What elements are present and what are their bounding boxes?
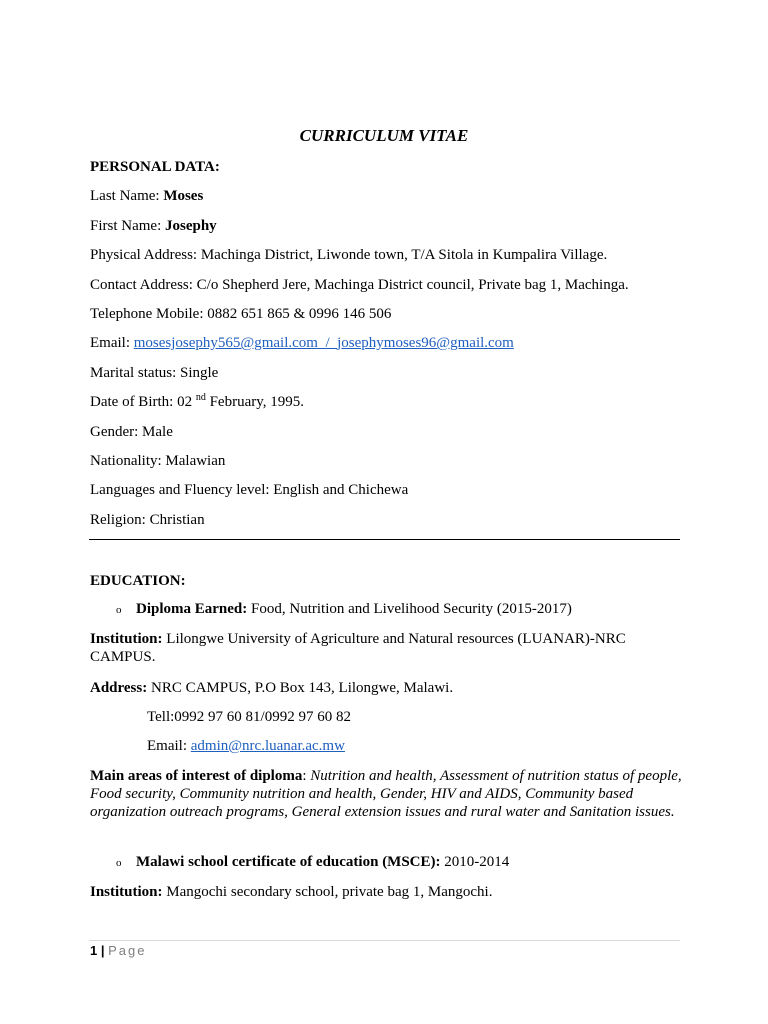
education-heading: EDUCATION: — [90, 573, 186, 589]
bullet-icon: o — [116, 604, 122, 616]
page-number: 1 — [90, 943, 98, 958]
personal-data-heading: PERSONAL DATA: — [90, 159, 220, 175]
last-name-value: Moses — [163, 188, 204, 204]
page-word: Page — [108, 943, 147, 958]
institution-telephone-line: Tell:0992 97 60 81/0992 97 60 82 — [147, 709, 351, 725]
diploma-line: Diploma Earned: Food, Nutrition and Livelihood Security (2015-2017) — [136, 601, 572, 617]
languages-line: Languages and Fluency level: English and Chichewa — [90, 482, 409, 498]
main-areas-of-interest: Main areas of interest of diploma: Nutrition and health, Assessment of nutrition status of people, Food security, Community nutrition and health, Gender, HIV and AIDS, Community based organization outreach programs, General extension issues and rural water and Sanitation issues. — [90, 768, 682, 820]
institution-2-line: Institution: Mangochi secondary school, private bag 1, Mangochi. — [90, 884, 493, 900]
email-line: Email: mosesjosephy565@gmail.com / josephymoses96@gmail.com — [90, 335, 514, 351]
email-link-1[interactable]: mosesjosephy565@gmail.com — [133, 335, 318, 351]
document-title: CURRICULUM VITAE — [299, 126, 469, 145]
first-name-value: Josephy — [165, 218, 217, 234]
date-of-birth-line: Date of Birth: 02 $^{nd}$ February, 1995. — [90, 392, 305, 410]
page-footer: 1 | Page — [90, 943, 147, 958]
institution-email-line: Email: admin@nrc.luanar.ac.mw — [147, 738, 345, 754]
last-name-line: Last Name: Moses — [90, 188, 204, 204]
institution-email-link[interactable]: admin@nrc.luanar.ac.mw — [190, 738, 345, 754]
address-line: Address: NRC CAMPUS, P.O Box 143, Lilongwe, Malawi. — [90, 680, 454, 696]
institution-line: Institution: Lilongwe University of Agriculture and Natural resources (LUANAR)-NRC CAMPUS. — [90, 631, 626, 665]
email-separator: / — [317, 335, 338, 351]
section-divider — [89, 539, 680, 540]
bullet-icon: o — [116, 857, 122, 869]
nationality-line: Nationality: Malawian — [90, 453, 226, 469]
first-name-line: First Name: Josephy — [90, 218, 217, 234]
religion-line: Religion: Christian — [90, 512, 205, 528]
physical-address-line: Physical Address: Machinga District, Liwonde town, T/A Sitola in Kumpalira Village. — [90, 247, 608, 263]
telephone-line: Telephone Mobile: 0882 651 865 & 0996 146 506 — [90, 306, 392, 322]
contact-address-line: Contact Address: C/o Shepherd Jere, Machinga District council, Private bag 1, Machinga. — [90, 277, 629, 293]
email-link-2[interactable]: josephymoses96@gmail.com — [337, 335, 514, 351]
msce-line: Malawi school certificate of education (MSCE): 2010-2014 — [136, 854, 510, 870]
footer-divider — [89, 940, 680, 941]
gender-line: Gender: Male — [90, 424, 173, 440]
marital-status-line: Marital status: Single — [90, 365, 219, 381]
